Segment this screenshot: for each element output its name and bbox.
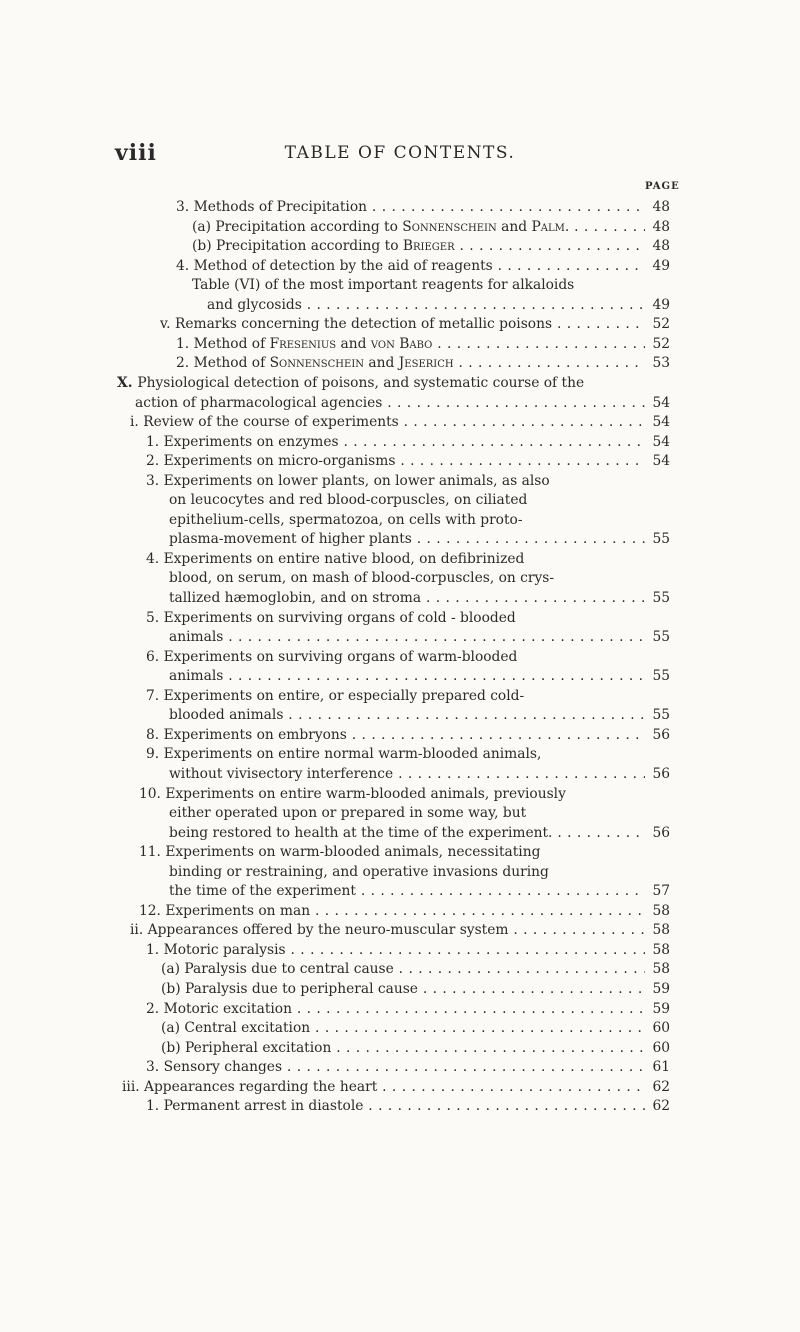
toc-entry-text: blooded animals bbox=[169, 707, 284, 724]
toc-entry-page: 48 bbox=[652, 218, 670, 235]
page-column-label: PAGE bbox=[645, 181, 680, 192]
toc-entry-number: 2. bbox=[146, 1000, 164, 1017]
toc-entry bbox=[0, 491, 800, 511]
toc-entry bbox=[0, 413, 800, 433]
toc-entry bbox=[0, 785, 800, 805]
toc-entry-label bbox=[139, 902, 645, 922]
toc-entry-text: Motoric paralysis bbox=[163, 941, 286, 958]
toc-entry-number: 4. bbox=[146, 550, 164, 567]
toc-entry bbox=[0, 237, 800, 257]
toc-entry-label bbox=[146, 550, 524, 570]
toc-entry-number: 5. bbox=[146, 609, 164, 626]
toc-entry-page: 56 bbox=[652, 726, 670, 743]
toc-entry-text: Precipitation according to Brieger bbox=[215, 238, 455, 255]
toc-entry-number: 1. bbox=[176, 335, 194, 352]
toc-entry-number: i. bbox=[130, 414, 144, 431]
toc-entry bbox=[0, 863, 800, 883]
toc-entry bbox=[0, 687, 800, 707]
toc-entry bbox=[0, 628, 800, 648]
toc-entry-number: (a) bbox=[161, 1020, 185, 1037]
toc-entry-label bbox=[130, 413, 645, 433]
toc-entry bbox=[0, 1019, 800, 1039]
toc-entry-label bbox=[146, 1097, 645, 1117]
toc-entry-number: 7. bbox=[146, 687, 164, 704]
toc-entry bbox=[0, 960, 800, 980]
toc-entry-number: 1. bbox=[146, 433, 164, 450]
toc-entry bbox=[0, 745, 800, 765]
toc-entry-text: Paralysis due to peripheral cause bbox=[184, 981, 418, 997]
toc-entry-page: 52 bbox=[652, 335, 670, 352]
toc-entry bbox=[0, 882, 800, 902]
toc-entry-text: Experiments on embryons bbox=[163, 726, 347, 743]
toc-entry-label bbox=[169, 706, 645, 726]
toc-entry bbox=[0, 765, 800, 785]
toc-entry-number: (b) bbox=[161, 1039, 185, 1056]
toc-entry-page: 54 bbox=[652, 394, 670, 411]
toc-entry-text: Experiments on entire, or especially prepared cold- bbox=[163, 687, 525, 704]
toc-entry-text: on leucocytes and red blood-corpuscles, on ciliated bbox=[169, 492, 528, 509]
toc-entry bbox=[0, 296, 800, 316]
toc-entry-text: Appearances offered by the neuro-muscular system bbox=[147, 922, 509, 939]
toc-entry-label bbox=[192, 276, 574, 296]
toc-entry bbox=[0, 589, 800, 609]
toc-entry-label bbox=[176, 198, 645, 218]
toc-entry-page: 59 bbox=[652, 981, 670, 997]
toc-entry-page: 48 bbox=[652, 238, 670, 255]
toc-entry-text: Paralysis due to central cause bbox=[184, 961, 394, 978]
toc-entry-text: binding or restraining, and operative invasions during bbox=[169, 863, 549, 880]
toc-entry-label bbox=[146, 452, 645, 472]
toc-entry-text: Experiments on micro-organisms bbox=[163, 453, 396, 470]
toc-entry-page: 62 bbox=[652, 1078, 670, 1095]
toc-entry-label bbox=[169, 589, 645, 609]
toc-entry-page: 55 bbox=[652, 590, 670, 606]
toc-entry bbox=[0, 726, 800, 746]
toc-entry-number: 6. bbox=[146, 648, 164, 665]
toc-entry bbox=[0, 472, 800, 492]
toc-entry-number: 9. bbox=[146, 746, 164, 763]
toc-entry-number: 12. bbox=[139, 902, 166, 919]
toc-entry-label bbox=[161, 960, 645, 980]
toc-entry-number: 2. bbox=[176, 355, 194, 372]
toc-entry-number: v. bbox=[160, 316, 175, 333]
toc-entry-text: and glycosids bbox=[207, 296, 302, 313]
toc-entry-text: Sensory changes bbox=[163, 1059, 283, 1076]
toc-entry bbox=[0, 941, 800, 961]
toc-entry-label bbox=[169, 824, 645, 844]
toc-entry-label bbox=[146, 726, 645, 746]
toc-entry-label bbox=[176, 335, 645, 355]
toc-entry-label bbox=[169, 511, 522, 531]
toc-entry bbox=[0, 667, 800, 687]
toc-entry-page: 55 bbox=[652, 531, 670, 548]
toc-entry bbox=[0, 980, 800, 1000]
toc-entry-label bbox=[139, 785, 566, 805]
toc-entry-page: 58 bbox=[652, 961, 670, 978]
toc-entry-number: 1. bbox=[146, 941, 164, 958]
toc-entry-label bbox=[146, 745, 541, 765]
toc-entry-label bbox=[160, 315, 645, 335]
toc-entry-text: Physiological detection of poisons, and systematic course of the bbox=[137, 374, 585, 391]
toc-entry-page: 56 bbox=[652, 824, 670, 841]
toc-entry bbox=[0, 433, 800, 453]
toc-entry-label bbox=[135, 394, 645, 414]
toc-entry-label bbox=[161, 1019, 645, 1039]
toc-entry-page: 55 bbox=[652, 668, 670, 685]
toc-entry-page: 49 bbox=[652, 257, 670, 274]
toc-entry bbox=[0, 257, 800, 277]
toc-entry-text: Method of detection by the aid of reagents bbox=[193, 257, 493, 274]
toc-entry-label bbox=[161, 1039, 645, 1059]
toc-entry-text: Experiments on enzymes bbox=[163, 433, 339, 450]
toc-entry-text: Methods of Precipitation bbox=[193, 199, 368, 215]
page-number: viii bbox=[115, 140, 157, 166]
toc-entry-label bbox=[146, 472, 550, 492]
toc-entry-label bbox=[146, 1058, 645, 1078]
toc-entry-text: animals bbox=[169, 629, 224, 646]
toc-entry-label bbox=[169, 765, 645, 785]
toc-entry-label bbox=[169, 804, 526, 824]
toc-entry bbox=[0, 902, 800, 922]
toc-entry-label bbox=[169, 530, 645, 550]
toc-entry-text: Experiments on entire native blood, on defibrinized bbox=[163, 550, 525, 567]
toc-entry-text: Method of Fresenius and von Babo bbox=[193, 335, 433, 352]
toc-entry bbox=[0, 1000, 800, 1020]
toc-entry-text: blood, on serum, on mash of blood-corpuscles, on crys- bbox=[169, 570, 555, 587]
toc-entry-text: Experiments on warm-blooded animals, necessitating bbox=[165, 844, 541, 861]
toc-entry bbox=[0, 511, 800, 531]
toc-entry-text: epithelium-cells, spermatozoa, on cells with proto- bbox=[169, 511, 523, 528]
toc-entry-number: 3. bbox=[146, 472, 164, 489]
toc-entry-page: 59 bbox=[652, 1000, 670, 1017]
toc-entry-text: Experiments on entire normal warm-blooded animals, bbox=[163, 746, 542, 763]
toc-entry-number: iii. bbox=[122, 1078, 145, 1095]
toc-entry bbox=[0, 569, 800, 589]
toc-entry-label bbox=[130, 921, 645, 941]
toc-entry-page: 49 bbox=[652, 296, 670, 313]
toc-entry-label bbox=[161, 980, 645, 1000]
toc-entry-label bbox=[207, 296, 645, 316]
toc-entry bbox=[0, 394, 800, 414]
toc-entry-text: Motoric excitation bbox=[163, 1000, 292, 1017]
toc-entry-text: Review of the course of experiments bbox=[143, 414, 399, 431]
toc-entry-number: 3. bbox=[146, 1059, 164, 1076]
page-title: TABLE OF CONTENTS. bbox=[284, 143, 516, 163]
toc-entry-label bbox=[117, 374, 584, 394]
toc-entry-label bbox=[169, 569, 554, 589]
toc-entry-text: Experiments on man bbox=[165, 902, 311, 919]
toc-entry bbox=[0, 530, 800, 550]
toc-entry-page: 60 bbox=[652, 1020, 670, 1037]
toc-entry-page: 52 bbox=[652, 316, 670, 333]
toc-entry bbox=[0, 315, 800, 335]
toc-entry-number: 4. bbox=[176, 257, 194, 274]
toc-entry bbox=[0, 609, 800, 629]
toc-entry bbox=[0, 921, 800, 941]
toc-entry bbox=[0, 550, 800, 570]
toc-entry-page: 54 bbox=[652, 453, 670, 470]
toc-entry-text: tallized hæmoglobin, and on stroma bbox=[169, 590, 422, 606]
toc-entry-page: 57 bbox=[652, 883, 670, 900]
toc-entry-text: Experiments on lower plants, on lower animals, as also bbox=[163, 472, 550, 489]
toc-entry bbox=[0, 706, 800, 726]
toc-entry-number: 8. bbox=[146, 726, 164, 743]
toc-entry-text: without vivisectory interference bbox=[169, 765, 394, 782]
toc-entry-text: Experiments on surviving organs of cold - blooded bbox=[163, 609, 516, 626]
toc-entry-page: 61 bbox=[652, 1059, 670, 1076]
toc-entry-text: action of pharmacological agencies bbox=[135, 394, 383, 411]
toc-entry-page: 60 bbox=[652, 1039, 670, 1056]
toc-entry-number: 11. bbox=[139, 844, 166, 861]
toc-entry bbox=[0, 374, 800, 394]
toc-entry bbox=[0, 1058, 800, 1078]
toc-entry-page: 62 bbox=[652, 1098, 670, 1115]
toc-entry bbox=[0, 1078, 800, 1098]
toc-entry-text: Experiments on entire warm-blooded animals, previously bbox=[165, 785, 566, 802]
toc-entry-label bbox=[176, 354, 645, 374]
toc-entry-text: the time of the experiment bbox=[169, 883, 356, 900]
toc-entry-number: (b) bbox=[192, 238, 216, 255]
toc-entry-page: 58 bbox=[652, 902, 670, 919]
toc-entry-label bbox=[169, 628, 645, 648]
toc-entry-page: 55 bbox=[652, 707, 670, 724]
toc-entry-label bbox=[169, 863, 549, 883]
toc-entry-page: 48 bbox=[652, 199, 670, 215]
toc-entry-number: 2. bbox=[146, 453, 164, 470]
toc-entry-label bbox=[146, 941, 645, 961]
toc-entry-text: being restored to health at the time of the experiment. bbox=[169, 824, 553, 841]
toc-entry-text: Precipitation according to Sonnenschein and Palm. bbox=[215, 218, 570, 235]
toc-entry-label bbox=[146, 648, 517, 668]
toc-entry-label bbox=[139, 843, 540, 863]
toc-entry-label bbox=[146, 687, 524, 707]
toc-entry-page: 55 bbox=[652, 629, 670, 646]
toc-entry bbox=[0, 1039, 800, 1059]
running-head bbox=[115, 140, 685, 166]
toc-entry-text: animals bbox=[169, 668, 224, 685]
toc-entry bbox=[0, 804, 800, 824]
toc-entry-page: 56 bbox=[652, 765, 670, 782]
toc-entry-text: Experiments on surviving organs of warm-blooded bbox=[163, 648, 518, 665]
toc-entry-label bbox=[169, 882, 645, 902]
toc-entry bbox=[0, 1097, 800, 1117]
toc-entry-text: either operated upon or prepared in some way, but bbox=[169, 805, 527, 822]
toc-entry bbox=[0, 218, 800, 238]
toc-entry-label bbox=[176, 257, 645, 277]
toc-entry-page: 54 bbox=[652, 414, 670, 431]
toc-entry-text: Remarks concerning the detection of metallic poisons bbox=[174, 316, 553, 333]
toc-entry-number: X. bbox=[117, 374, 138, 391]
toc-entry-page: 54 bbox=[652, 433, 670, 450]
toc-entry-text: Central excitation bbox=[184, 1020, 311, 1037]
toc-entry-number: 10. bbox=[139, 785, 166, 802]
toc-entry bbox=[0, 335, 800, 355]
toc-entry-label bbox=[169, 667, 645, 687]
toc-entry bbox=[0, 276, 800, 296]
toc-entry bbox=[0, 354, 800, 374]
toc-entry-text: Table (VI) of the most important reagents for alkaloids bbox=[192, 277, 575, 294]
toc-entry-text: Permanent arrest in diastole bbox=[163, 1098, 364, 1115]
toc-entry-text: Appearances regarding the heart bbox=[144, 1078, 378, 1095]
toc-entry-label bbox=[122, 1078, 645, 1098]
toc-entry-number: (a) bbox=[192, 218, 216, 235]
toc-entry bbox=[0, 648, 800, 668]
toc-entry bbox=[0, 824, 800, 844]
toc-entry-text: Peripheral excitation bbox=[184, 1039, 332, 1056]
toc-entry-number: (b) bbox=[161, 981, 185, 997]
toc-entry-label bbox=[192, 218, 645, 238]
toc-entry-label bbox=[146, 433, 645, 453]
toc-entry-page: 53 bbox=[652, 355, 670, 372]
toc-entry-number: 1. bbox=[146, 1098, 164, 1115]
toc-entry-number: (a) bbox=[161, 961, 185, 978]
toc-entry-label bbox=[146, 609, 516, 629]
toc-entry-page: 58 bbox=[652, 922, 670, 939]
toc-entry bbox=[0, 198, 800, 218]
toc-entry-text: plasma-movement of higher plants bbox=[169, 531, 412, 548]
toc-entry-text: Method of Sonnenschein and Jeserich bbox=[193, 355, 454, 372]
toc-entry-label bbox=[146, 1000, 645, 1020]
toc-entry-page: 58 bbox=[652, 941, 670, 958]
toc-entry-label bbox=[192, 237, 645, 257]
toc-entry bbox=[0, 452, 800, 472]
toc-entry-number: 3. bbox=[176, 199, 194, 215]
toc-entry bbox=[0, 843, 800, 863]
toc-entry-number: ii. bbox=[130, 922, 148, 939]
toc-entry-label bbox=[169, 491, 527, 511]
